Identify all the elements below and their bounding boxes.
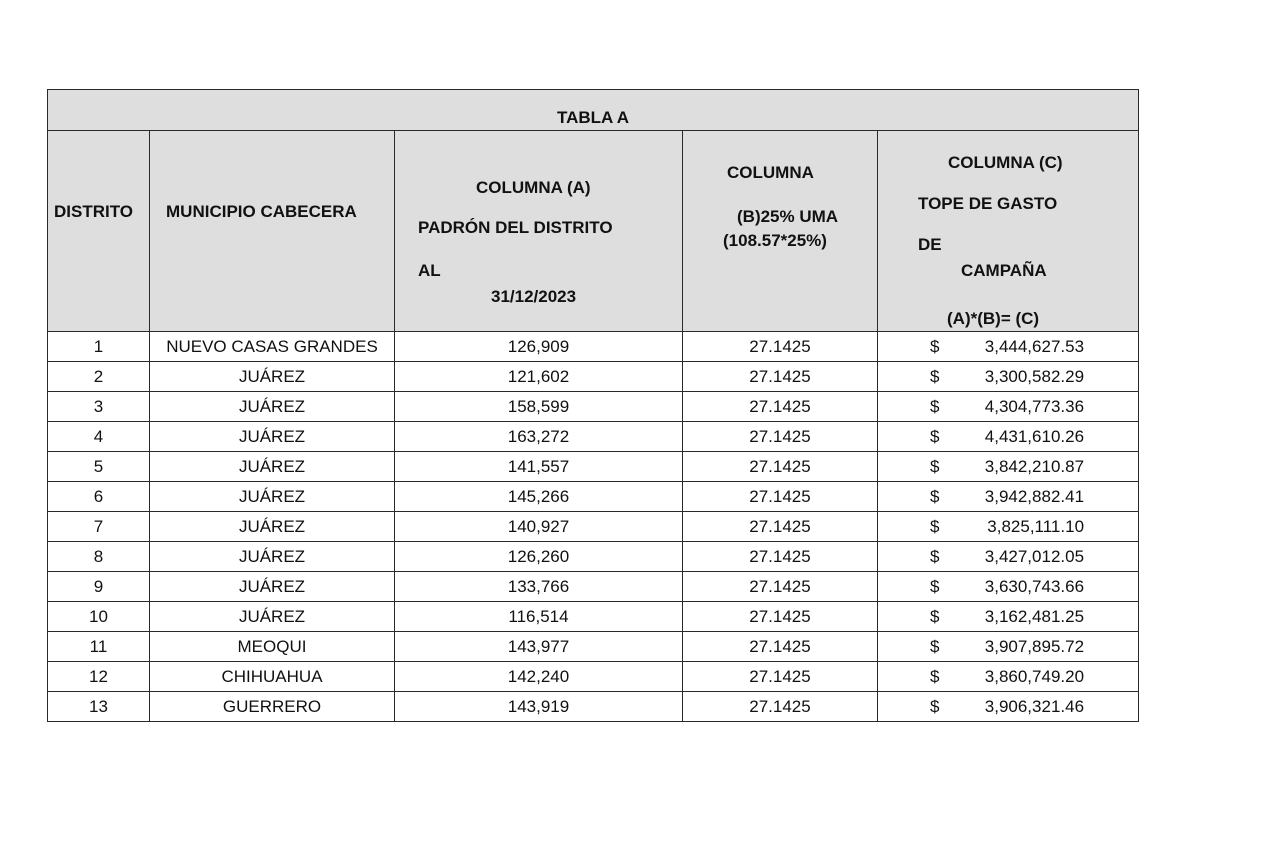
table-row [48,542,1139,572]
header-columna-a-line-4: 31/12/2023 [491,287,577,306]
tope-amount: 3,942,882.41 [984,487,1085,506]
cell-padron: 143,977 [395,632,683,662]
cell-padron: 141,557 [395,452,683,482]
cell-tope [878,632,1139,662]
cell-uma: 27.1425 [683,452,878,482]
cell-tope [878,692,1139,722]
cell-municipio: JUÁREZ [150,422,395,452]
cell-municipio: JUÁREZ [150,392,395,422]
currency-symbol: $ [930,397,940,416]
tope-amount: 3,825,111.10 [987,517,1085,536]
cell-uma: 27.1425 [683,692,878,722]
cell-uma: 27.1425 [683,662,878,692]
header-municipio [150,131,395,332]
cell-tope [878,602,1139,632]
header-columna-a-line-2: PADRÓN DEL DISTRITO [418,218,613,237]
cell-municipio: JUÁREZ [150,572,395,602]
header-columna-c-line-1: COLUMNA (C) [948,153,1063,172]
cell-uma: 27.1425 [683,482,878,512]
cell-municipio: JUÁREZ [150,542,395,572]
cell-tope [878,332,1139,362]
header-columna-c-line-5: (A)*(B)= (C) [947,309,1040,328]
cell-padron: 133,766 [395,572,683,602]
cell-municipio: JUÁREZ [150,512,395,542]
cell-distrito: 13 [48,692,150,722]
header-columna-c [878,131,1139,332]
table-row [48,662,1139,692]
cell-distrito: 12 [48,662,150,692]
cell-tope [878,362,1139,392]
cell-padron: 143,919 [395,692,683,722]
cell-padron: 140,927 [395,512,683,542]
cell-tope [878,572,1139,602]
cell-distrito: 8 [48,542,150,572]
cell-tope [878,422,1139,452]
currency-symbol: $ [930,547,940,566]
header-columna-c-line-3: DE [918,235,942,254]
cell-distrito: 7 [48,512,150,542]
cell-uma: 27.1425 [683,512,878,542]
cell-uma: 27.1425 [683,632,878,662]
cell-uma: 27.1425 [683,422,878,452]
currency-symbol: $ [930,667,940,686]
cell-municipio: GUERRERO [150,692,395,722]
cell-uma: 27.1425 [683,332,878,362]
table-row [48,482,1139,512]
table-row [48,392,1139,422]
tope-amount: 4,304,773.36 [984,397,1085,416]
header-columna-a-line-3: AL [418,261,441,280]
currency-symbol: $ [930,367,940,386]
tope-amount: 3,907,895.72 [984,637,1085,656]
header-distrito [48,131,150,332]
cell-distrito: 10 [48,602,150,632]
cell-tope [878,392,1139,422]
currency-symbol: $ [930,487,940,506]
header-columna-a-line-1: COLUMNA (A) [476,178,591,197]
table-row [48,632,1139,662]
cell-padron: 126,260 [395,542,683,572]
cell-uma: 27.1425 [683,542,878,572]
tope-amount: 3,444,627.53 [984,337,1085,356]
cell-distrito: 6 [48,482,150,512]
cell-municipio: NUEVO CASAS GRANDES [150,332,395,362]
cell-tope [878,482,1139,512]
header-columna-c-line-2: TOPE DE GASTO [918,194,1058,213]
header-columna-b-line-1: COLUMNA [727,163,814,182]
header-columna-c-line-4: CAMPAÑA [961,261,1047,280]
cell-padron: 121,602 [395,362,683,392]
currency-symbol: $ [930,697,940,716]
cell-tope [878,512,1139,542]
currency-symbol: $ [930,577,940,596]
cell-padron: 158,599 [395,392,683,422]
cell-distrito: 1 [48,332,150,362]
table-body [48,332,1139,722]
table-row [48,692,1139,722]
table-row [48,572,1139,602]
cell-tope [878,542,1139,572]
table-row [48,422,1139,452]
header-columna-b-line-2: (B)25% UMA [737,207,839,226]
cell-distrito: 5 [48,452,150,482]
cell-municipio: JUÁREZ [150,362,395,392]
currency-symbol: $ [930,457,940,476]
tabla-a [47,89,1139,722]
cell-distrito: 9 [48,572,150,602]
table-row [48,452,1139,482]
cell-padron: 142,240 [395,662,683,692]
table-title: TABLA A [48,90,1139,131]
cell-municipio: CHIHUAHUA [150,662,395,692]
currency-symbol: $ [930,427,940,446]
currency-symbol: $ [930,337,940,356]
cell-padron: 126,909 [395,332,683,362]
header-municipio-label: MUNICIPIO CABECERA [166,202,357,221]
tope-amount: 4,431,610.26 [984,427,1085,446]
cell-distrito: 4 [48,422,150,452]
cell-uma: 27.1425 [683,602,878,632]
cell-padron: 116,514 [395,602,683,632]
currency-symbol: $ [930,637,940,656]
cell-distrito: 11 [48,632,150,662]
cell-tope [878,452,1139,482]
cell-municipio: JUÁREZ [150,482,395,512]
cell-uma: 27.1425 [683,392,878,422]
cell-padron: 145,266 [395,482,683,512]
currency-symbol: $ [930,607,940,626]
table-row [48,332,1139,362]
tope-amount: 3,906,321.46 [984,697,1085,716]
cell-tope [878,662,1139,692]
tope-amount: 3,860,749.20 [984,667,1085,686]
cell-municipio: JUÁREZ [150,602,395,632]
header-columna-a [395,131,683,332]
cell-padron: 163,272 [395,422,683,452]
cell-uma: 27.1425 [683,362,878,392]
tope-amount: 3,630,743.66 [984,577,1085,596]
tope-amount: 3,842,210.87 [984,457,1085,476]
header-distrito-label: DISTRITO [54,202,134,221]
cell-uma: 27.1425 [683,572,878,602]
table-row [48,362,1139,392]
table-row [48,602,1139,632]
cell-distrito: 2 [48,362,150,392]
tope-amount: 3,427,012.05 [984,547,1085,566]
header-columna-b [683,131,878,332]
header-columna-b-line-3: (108.57*25%) [723,231,827,250]
cell-municipio: JUÁREZ [150,452,395,482]
table-row [48,512,1139,542]
currency-symbol: $ [930,517,940,536]
tope-amount: 3,162,481.25 [984,607,1085,626]
tope-amount: 3,300,582.29 [984,367,1085,386]
cell-distrito: 3 [48,392,150,422]
cell-municipio: MEOQUI [150,632,395,662]
